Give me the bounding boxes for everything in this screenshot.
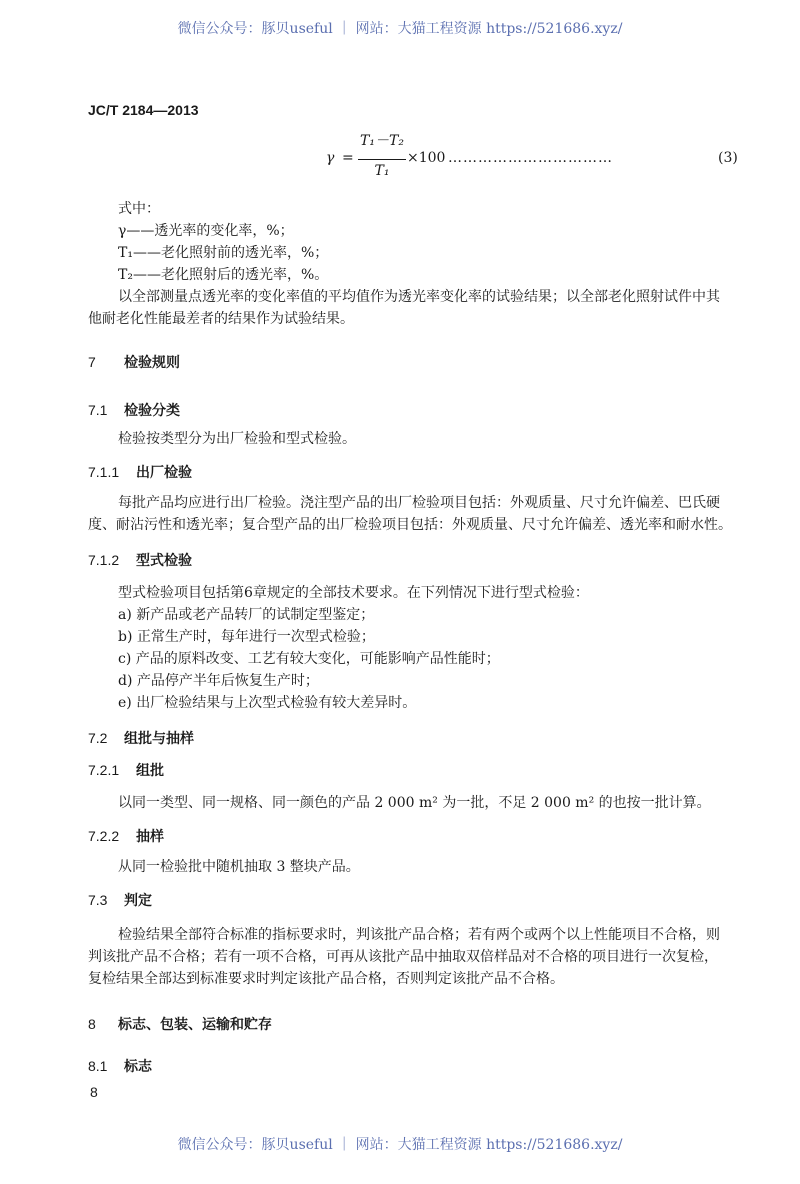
watermark-bottom: 微信公众号：豚贝useful ｜ 网站：大猫工程资源 https://521686.xyz/ <box>177 1137 623 1153</box>
list-item-a: a) 新产品或老产品转厂的试制定型鉴定； <box>118 607 375 623</box>
list-item-d: d) 产品停产半年后恢复生产时； <box>118 673 319 689</box>
watermark-top: 微信公众号：豚贝useful ｜ 网站：大猫工程资源 https://521686.xyz/ <box>177 21 623 37</box>
section-title: 出厂检验 <box>136 465 192 481</box>
section-number: 8 <box>88 1016 96 1032</box>
section-7-3-line-1: 检验结果全部符合标准的指标要求时，判该批产品合格；若有两个或两个以上性能项目不合格，则 <box>118 927 720 943</box>
where-item-t1: T₁——老化照射前的透光率，%； <box>118 245 329 261</box>
where-label: 式中： <box>118 201 160 217</box>
where-item-gamma: γ——透光率的变化率，%； <box>118 223 294 239</box>
section-7-2-2-heading <box>88 826 164 846</box>
section-7-1-1-heading <box>88 462 192 482</box>
section-title: 标志、包装、运输和贮存 <box>118 1017 272 1033</box>
section-7-2-1-heading <box>88 760 164 780</box>
formula-leader-dots: …………………………… <box>448 150 613 166</box>
section-7-3-heading <box>88 890 152 910</box>
section-7-1-1-line-1: 每批产品均应进行出厂检验。浇注型产品的出厂检验项目包括：外观质量、尺寸允许偏差、巴氏硬 <box>118 495 720 511</box>
where-item-t2: T₂——老化照射后的透光率，%。 <box>118 267 329 283</box>
section-title: 组批与抽样 <box>124 731 194 747</box>
standard-number: JC/T 2184—2013 <box>88 102 199 118</box>
section-7-2-1-text: 以同一类型、同一规格、同一颜色的产品 2 000 m² 为一批，不足 2 000 m² 的也按一批计算。 <box>118 795 711 811</box>
formula-equals: = <box>342 150 354 166</box>
section-number: 8.1 <box>88 1058 108 1074</box>
section-7-2-2-text: 从同一检验批中随机抽取 3 整块产品。 <box>118 859 360 875</box>
fraction-bar <box>358 159 406 160</box>
section-7-2-heading <box>88 728 194 748</box>
section-number: 7 <box>88 354 96 370</box>
section-7-1-2-intro: 型式检验项目包括第6章规定的全部技术要求。在下列情况下进行型式检验： <box>118 585 589 601</box>
section-title: 检验分类 <box>124 403 180 419</box>
section-7-1-text: 检验按类型分为出厂检验和型式检验。 <box>118 431 356 447</box>
formula-numerator: T₁－T₂ <box>360 133 404 149</box>
section-7-1-1-line-2: 度、耐沾污性和透光率；复合型产品的出厂检验项目包括：外观质量、尺寸允许偏差、透光率和耐水性。 <box>88 517 732 533</box>
section-title: 型式检验 <box>136 553 192 569</box>
section-number: 7.1.1 <box>88 464 120 480</box>
list-item-c: c) 产品的原料改变、工艺有较大变化，可能影响产品性能时； <box>118 651 500 667</box>
section-number: 7.2 <box>88 730 108 746</box>
formula-lhs: γ <box>326 150 335 166</box>
section-number: 7.3 <box>88 892 108 908</box>
section-number: 7.2.2 <box>88 828 120 844</box>
list-item-e: e) 出厂检验结果与上次型式检验有较大差异时。 <box>118 695 417 711</box>
result-paragraph-line-1: 以全部测量点透光率的变化率值的平均值作为透光率变化率的试验结果；以全部老化照射试件中其 <box>118 289 720 305</box>
equation-number: (3) <box>718 150 738 166</box>
section-8-heading <box>88 1014 272 1034</box>
section-8-1-heading <box>88 1056 152 1076</box>
section-number: 7.2.1 <box>88 762 120 778</box>
formula-denominator: T₁ <box>374 163 390 179</box>
section-title: 检验规则 <box>124 355 180 371</box>
section-number: 7.1.2 <box>88 552 120 568</box>
section-7-3-line-2: 判该批产品不合格；若有一项不合格，可再从该批产品中抽取双倍样品对不合格的项目进行一次复检， <box>88 949 718 965</box>
section-number: 7.1 <box>88 402 108 418</box>
section-title: 判定 <box>124 893 152 909</box>
formula-times: ×100 <box>407 150 446 166</box>
section-title: 标志 <box>124 1059 152 1075</box>
list-item-b: b) 正常生产时，每年进行一次型式检验； <box>118 629 375 645</box>
result-paragraph-line-2: 他耐老化性能最差者的结果作为试验结果。 <box>88 311 354 327</box>
section-7-heading <box>88 352 180 372</box>
section-title: 组批 <box>136 763 164 779</box>
section-7-1-heading <box>88 400 180 420</box>
section-title: 抽样 <box>136 829 164 845</box>
section-7-3-line-3: 复检结果全部达到标准要求时判定该批产品合格，否则判定该批产品不合格。 <box>88 971 564 987</box>
page-number: 8 <box>90 1084 98 1100</box>
section-7-1-2-heading <box>88 550 192 570</box>
